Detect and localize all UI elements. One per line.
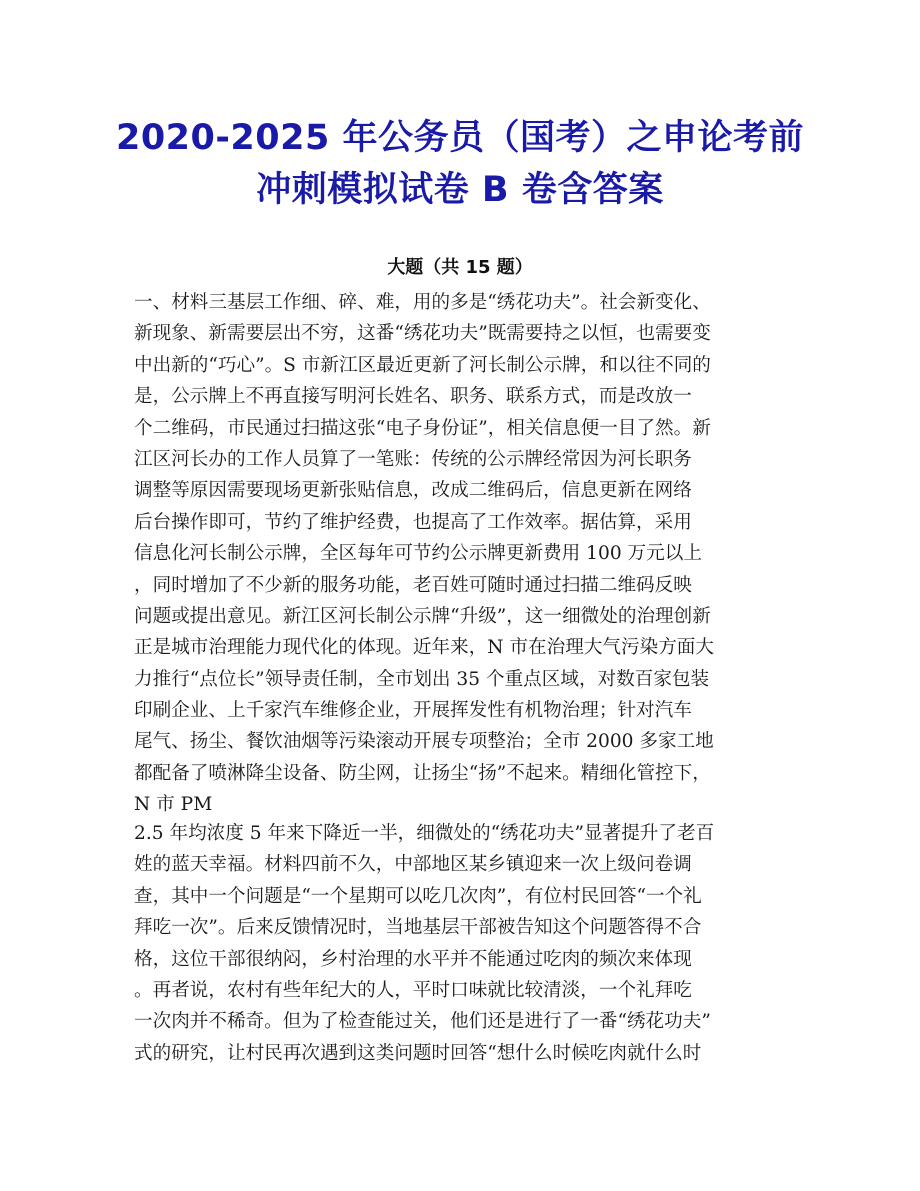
text-line: 姓的蓝天幸福。材料四前不久，中部地区某乡镇迎来一次上级问卷调	[134, 854, 692, 876]
text-line: 2.5 年均浓度 5 年来下降近一半，细微处的“绣花功夫”显著提升了老百	[134, 823, 715, 844]
text-line: 尾气、扬尘、餐饮油烟等污染滚动开展专项整治；全市 2000 多家工地	[134, 731, 714, 753]
title-line-1: 2020-2025 年公务员（国考）之申论考前	[115, 118, 805, 158]
text-line: 新现象、新需要层出不穷，这番“绣花功夫”既需要持之以恒，也需要变	[134, 323, 711, 345]
text-line: 是，公示牌上不再直接写明河长姓名、职务、联系方式，而是改放一	[134, 386, 692, 408]
text-line: 。再者说，农村有些年纪大的人，平时口味就比较清淡，一个礼拜吃	[134, 979, 692, 1001]
text-line: 一、材料三基层工作细、碎、难，用的多是“绣花功夫”。社会新变化、	[134, 292, 711, 313]
text-line: 力推行“点位长”领导责任制，全市划出 35 个重点区域，对数百家包装	[134, 668, 710, 690]
text-line: 查，其中一个问题是“一个星期可以吃几次肉”，有位村民回答“一个礼	[134, 885, 702, 907]
text-line: 中出新的“巧心”。S 市新江区最近更新了河长制公示牌，和以往不同的	[134, 354, 711, 376]
text-line: ，同时增加了不少新的服务功能，老百姓可随时通过扫描二维码反映	[134, 574, 692, 596]
text-line: 格，这位干部很纳闷，乡村治理的水平并不能通过吃肉的频次来体现	[134, 948, 692, 970]
text-line: 江区河长办的工作人员算了一笔账：传统的公示牌经常因为河长职务	[134, 448, 692, 470]
text-line: 一次肉并不稀奇。但为了检查能过关，他们还是进行了一番“绣花功夫”	[134, 1011, 711, 1033]
text-line: N 市 PM	[134, 794, 213, 816]
text-line: 个二维码，市民通过扫描这张“电子身份证”，相关信息便一目了然。新	[134, 417, 711, 439]
text-line: 调整等原因需要现场更新张贴信息，改成二维码后，信息更新在网络	[134, 480, 692, 502]
title-line-2: 冲刺模拟试卷 B 卷含答案	[256, 170, 664, 210]
document-title	[100, 112, 820, 216]
text-line: 正是城市治理能力现代化的体现。近年来，N 市在治理大气污染方面大	[134, 637, 714, 659]
text-line: 印刷企业、上千家汽车维修企业，开展挥发性有机物治理；针对汽车	[134, 700, 692, 722]
question-paragraph-1	[134, 287, 794, 821]
text-line: 拜吃一次”。后来反馈情况时，当地基层干部被告知这个问题答得不合	[134, 917, 702, 939]
text-line: 信息化河长制公示牌，全区每年可节约公示牌更新费用 100 万元以上	[134, 543, 702, 565]
section-heading: 大题（共 15 题）	[387, 257, 533, 278]
text-line: 后台操作即可，节约了维护经费，也提高了工作效率。据估算，采用	[134, 511, 692, 533]
question-paragraph-2	[134, 818, 794, 1069]
text-line: 都配备了喷淋降尘设备、防尘网，让扬尘“扬”不起来。精细化管控下，	[134, 762, 711, 784]
text-line: 式的研究，让村民再次遇到这类问题时回答“想什么时候吃肉就什么时	[134, 1042, 702, 1064]
text-line: 问题或提出意见。新江区河长制公示牌“升级”，这一细微处的治理创新	[134, 605, 711, 627]
